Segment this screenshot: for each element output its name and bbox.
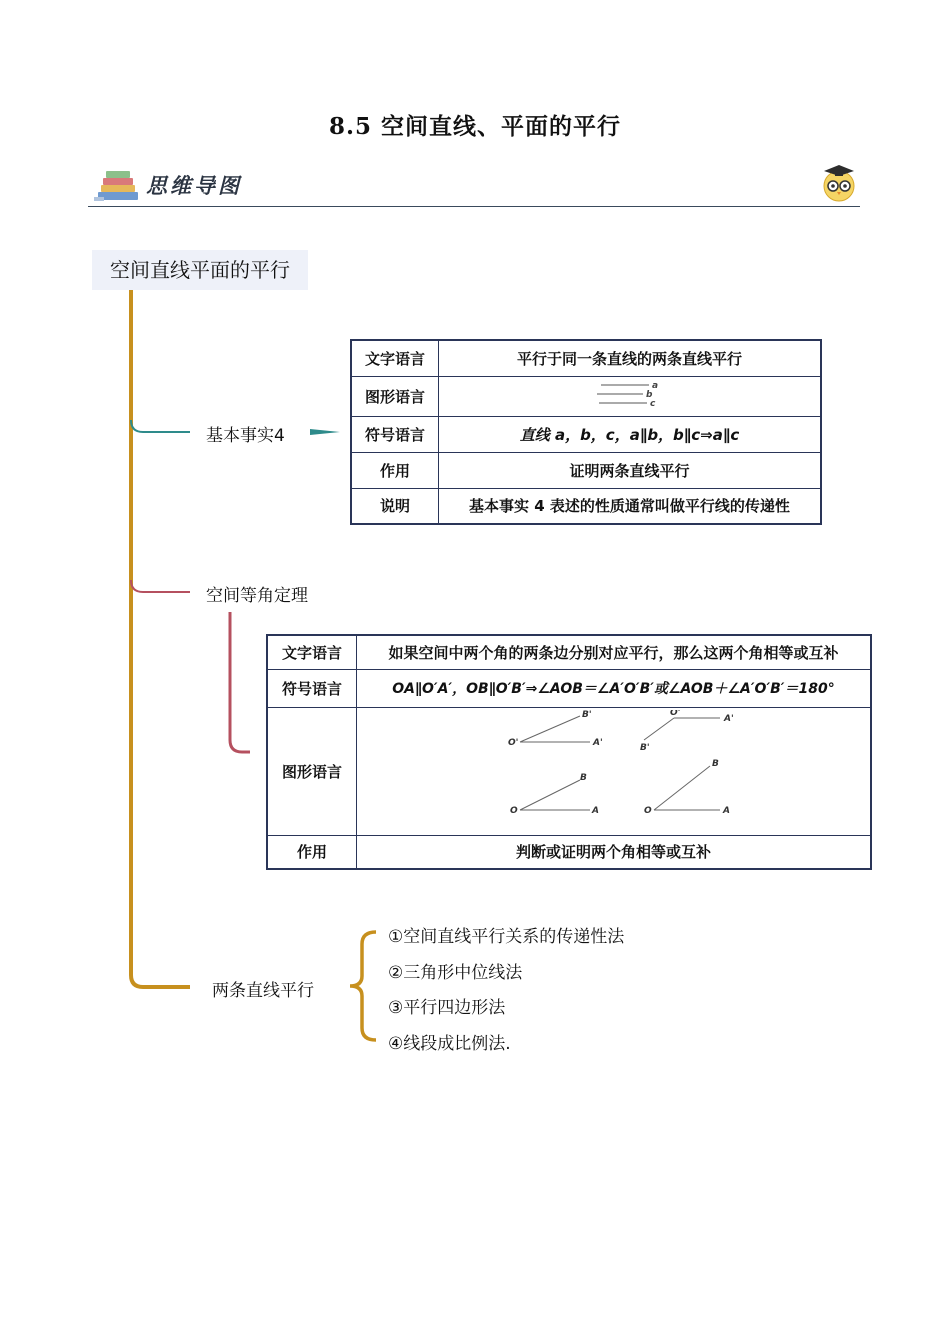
branch-label-basic-fact-4: 基本事实4	[206, 426, 285, 446]
label-o: O	[643, 806, 652, 816]
method-item: ③平行四边形法	[388, 998, 506, 1018]
row-value: 证明两条直线平行	[439, 452, 822, 488]
row-key: 说明	[351, 488, 439, 524]
label-o-prime: O'	[669, 710, 680, 718]
label-a-prime: A'	[723, 714, 734, 724]
label-b: B	[579, 773, 587, 783]
line-label-a: a	[651, 381, 658, 391]
branch-label-equal-angle-theorem: 空间等角定理	[206, 586, 308, 606]
row-key: 文字语言	[267, 635, 357, 669]
row-key: 文字语言	[351, 340, 439, 376]
row-key: 作用	[267, 835, 357, 869]
row-value: 平行于同一条直线的两条直线平行	[439, 340, 822, 376]
owl-icon	[820, 162, 858, 202]
label-a: A	[722, 806, 730, 816]
label-a-prime: A'	[592, 738, 603, 748]
equal-angle-theorem-table	[266, 634, 872, 870]
row-value: 如果空间中两个角的两条边分别对应平行，那么这两个角相等或互补	[357, 635, 872, 669]
line-label-c: c	[649, 399, 655, 409]
equal-angle-diagram	[364, 710, 864, 828]
section-header	[88, 160, 860, 207]
label-b-prime: B'	[581, 710, 592, 720]
label-o-prime: O'	[507, 738, 518, 748]
row-value: 直线 a，b，c，a∥b，b∥c⇒a∥c	[439, 416, 822, 452]
method-item: ①空间直线平行关系的传递性法	[388, 927, 625, 947]
branch-label-two-lines-parallel: 两条直线平行	[212, 981, 314, 1001]
label-b: B	[711, 759, 719, 769]
row-key: 符号语言	[267, 669, 357, 707]
books-icon	[94, 168, 142, 202]
parallel-lines-figure	[439, 376, 822, 416]
label-o: O	[509, 806, 518, 816]
basic-fact-4-table	[350, 339, 822, 525]
row-key: 图形语言	[351, 376, 439, 416]
row-value: 判断或证明两个角相等或互补	[357, 835, 872, 869]
row-key: 作用	[351, 452, 439, 488]
method-item: ④线段成比例法.	[388, 1034, 511, 1054]
page-title: 8.5 空间直线、平面的平行	[328, 113, 622, 140]
section-label: 思维导图	[146, 174, 242, 198]
row-value: 基本事实 4 表述的性质通常叫做平行线的传递性	[439, 488, 822, 524]
label-a: A	[591, 806, 599, 816]
row-key: 图形语言	[267, 707, 357, 835]
label-b-prime: B'	[639, 743, 650, 753]
root-node: 空间直线平面的平行	[92, 250, 308, 290]
angle-figure	[357, 707, 872, 835]
method-item: ②三角形中位线法	[388, 963, 523, 983]
parallel-lines-diagram	[595, 379, 665, 409]
row-key: 符号语言	[351, 416, 439, 452]
line-label-b: b	[645, 390, 652, 400]
row-value: OA∥O′A′，OB∥O′B′⇒∠AOB＝∠A′O′B′或∠AOB＋∠A′O′B′＝180°	[357, 669, 872, 707]
